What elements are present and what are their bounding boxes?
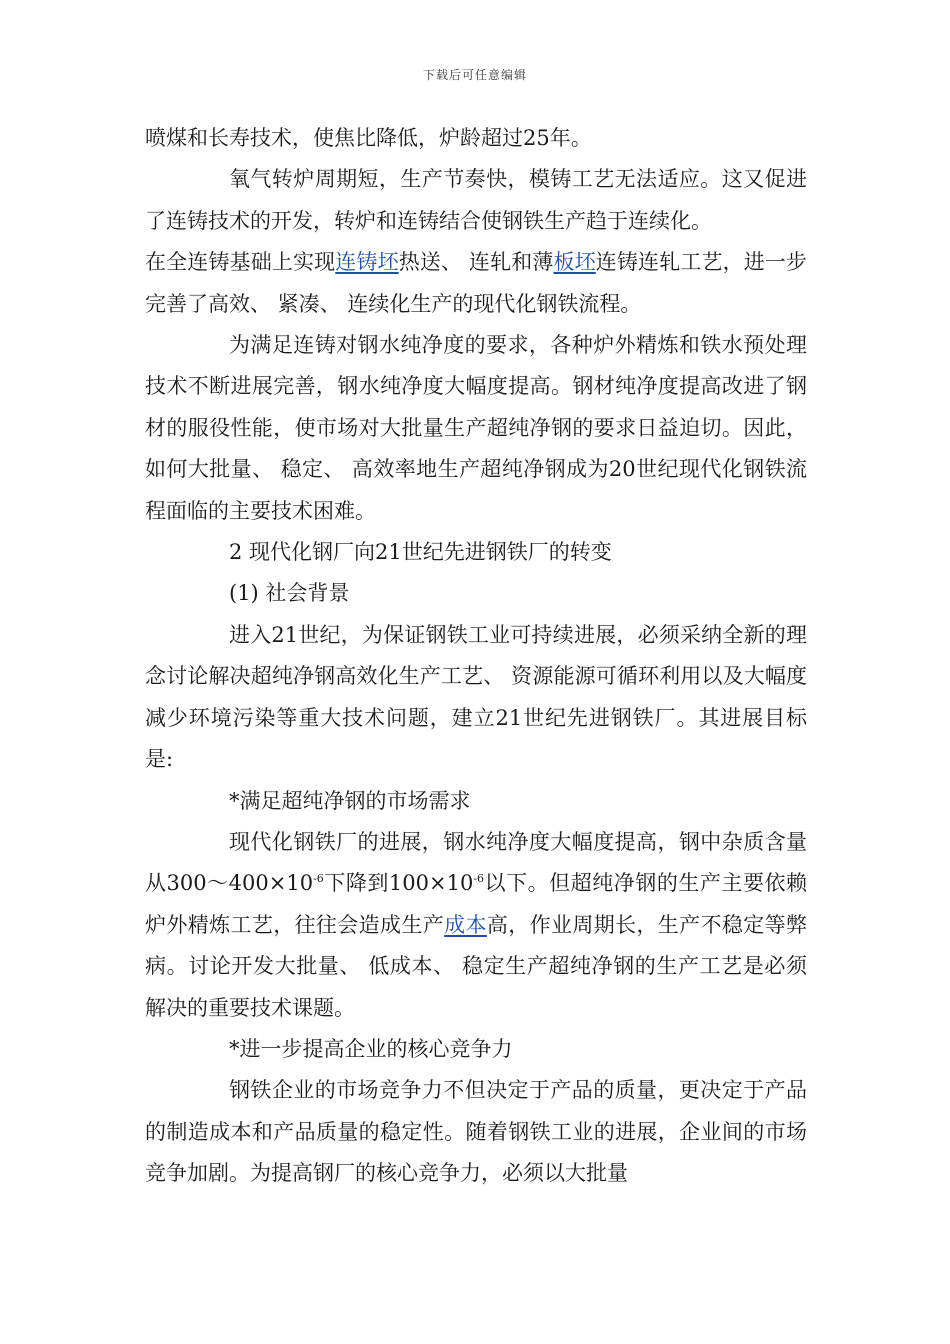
header-note: 下载后可任意编辑 <box>422 68 527 82</box>
paragraph-3-text-c: 连铸连轧工艺，进一步完善了高效、 紧凑、 连续化生产的现代化钢铁流程。 <box>145 250 808 316</box>
paragraph-7: 钢铁企业的市场竞争力不但决定于产品的质量，更决定于产品的制造成本和产品质量的稳定性。随着钢铁工业的进展，企业间的市场竞争加剧。为提高钢厂的核心竞争力，必须以大批量 <box>145 1078 807 1186</box>
paragraph-3-text-a: 在全连铸基础上实现 <box>145 250 336 275</box>
paragraph-5: 进入21世纪，为保证钢铁工业可持续进展，必须采纳全新的理念讨论解决超纯净钢高效化生产工艺、 资源能源可循环利用以及大幅度减少环境污染等重大技术问题，建立21世纪先进钢铁厂。其进展目标是: <box>145 622 807 772</box>
paragraph-2: 氧气转炉周期短，生产节奏快，模铸工艺无法适应。这又促进了连铸技术的开发，转炉和连铸结合使钢铁生产趋于连续化。 <box>145 167 807 233</box>
bullet-core-competitiveness: *进一步提高企业的核心竞争力 <box>229 1036 513 1061</box>
paragraph-6-text-d: 高，作业周期长，生产不稳定等弊病。讨论开发大批量、 低成本、 稳定生产超纯净钢的生产工艺是必须解决的重要技术课题。 <box>145 912 808 1020</box>
paragraph-4: 为满足连铸对钢水纯净度的要求，各种炉外精炼和铁水预处理技术不断进展完善，钢水纯净度大幅度提高。钢材纯净度提高改进了钢材的服役性能，使市场对大批量生产超纯净钢的要求日益迫切。因此，如何大批量、 稳定、 高效率地生产超纯净钢成为20世纪现代化钢铁流程面临的主要技术困难。 <box>145 333 807 523</box>
paragraph-6-text-c: 以下。但超纯净钢的生产主要依赖炉外精炼工艺，往往会造成生产 <box>145 871 808 937</box>
paragraph-6-text-b: 下降到100×10 <box>323 871 474 896</box>
superscript-exponent-1: -6 <box>313 872 324 886</box>
bullet-market-demand: *满足超纯净钢的市场需求 <box>229 788 471 813</box>
paragraph-1: 喷煤和长寿技术，使焦比降低，炉龄超过25年。 <box>145 126 592 150</box>
paragraph-6 <box>145 822 807 1029</box>
paragraph-3 <box>145 242 807 325</box>
link-lianzhupi[interactable]: 连铸坯 <box>335 250 399 275</box>
link-chengben[interactable]: 成本 <box>444 912 487 937</box>
superscript-exponent-2: -6 <box>473 872 485 886</box>
subheading-social-background: (1) 社会背景 <box>229 581 350 606</box>
link-banpi[interactable]: 板坯 <box>553 250 596 275</box>
document-body <box>145 118 807 1195</box>
section-heading-2: 2 现代化钢厂向21世纪先进钢铁厂的转变 <box>229 540 612 565</box>
paragraph-3-text-b: 热送、 连轧和薄 <box>398 250 554 275</box>
paragraph-6-text-a: 现代化钢铁厂的进展，钢水纯净度大幅度提高，钢中杂质含量从300～400×10 <box>145 829 807 896</box>
